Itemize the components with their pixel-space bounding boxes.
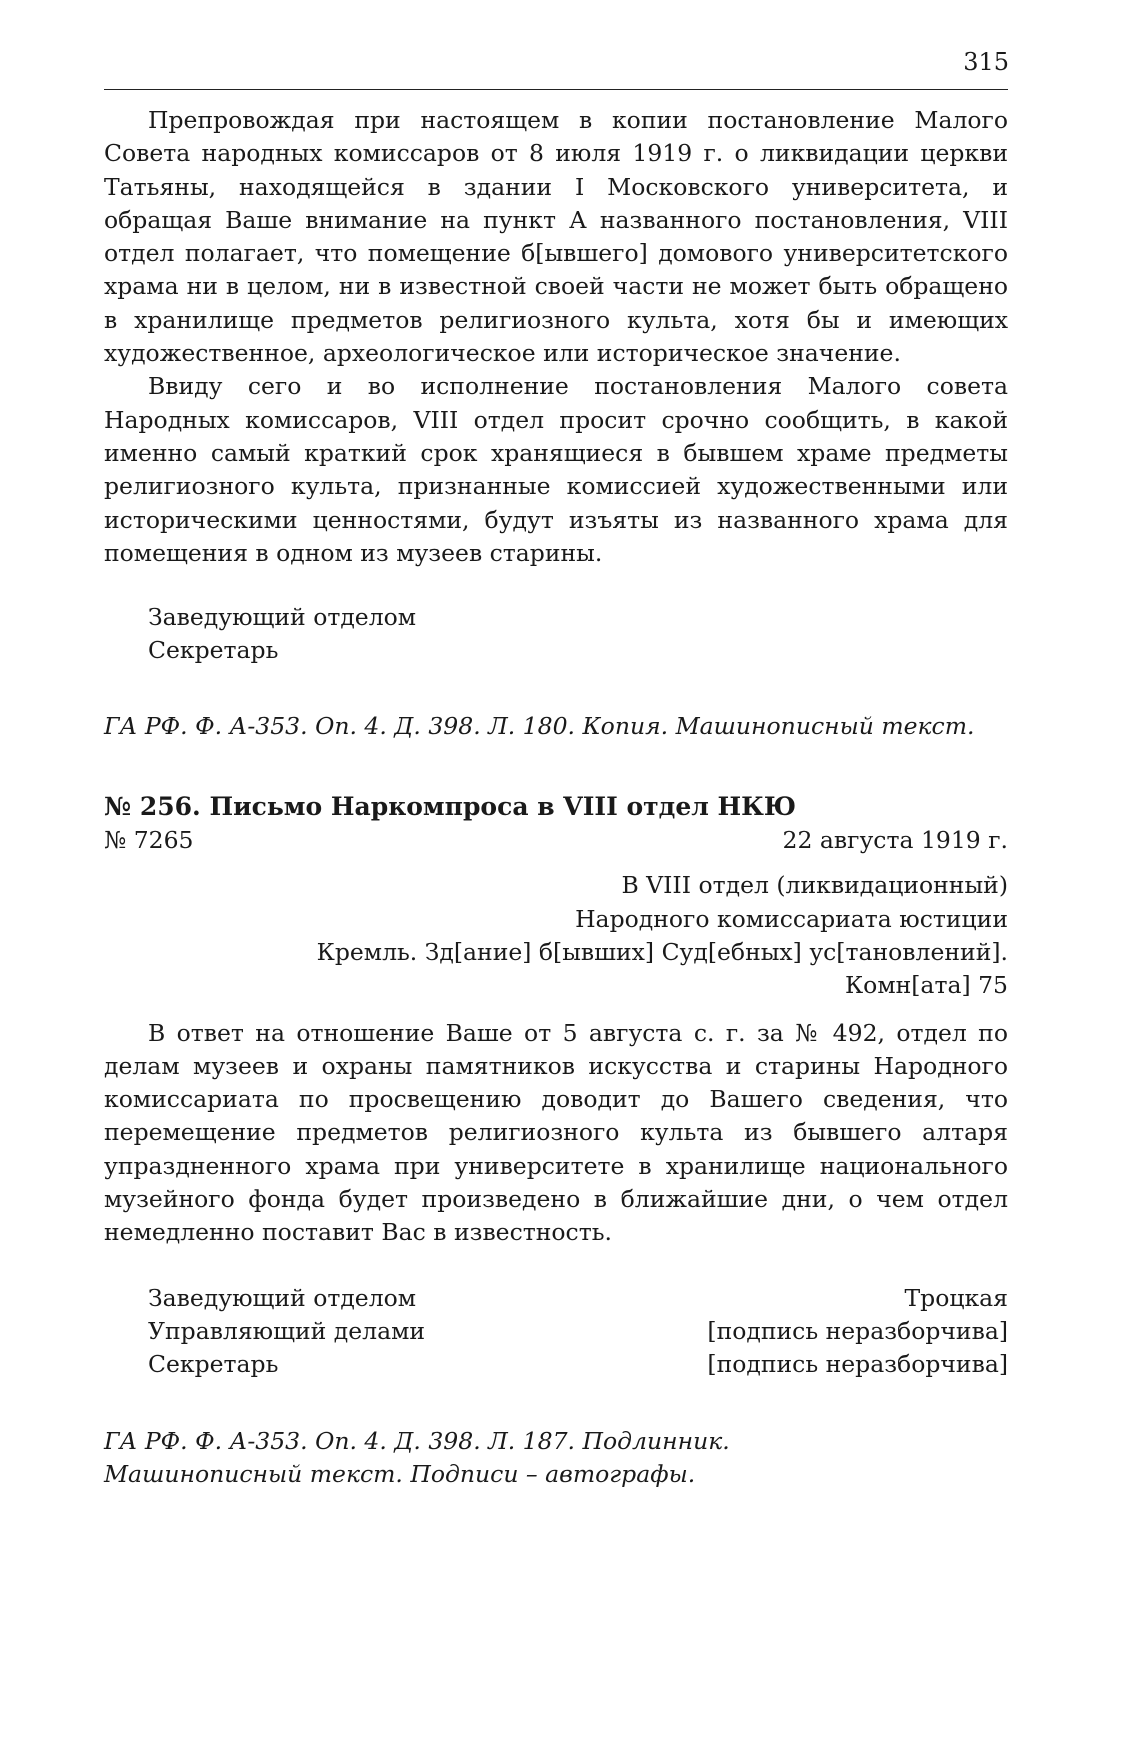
source-citation-line-2: Машинописный текст. Подписи – автографы. — [104, 1459, 696, 1488]
document-body-paragraph: В ответ на отношение Ваше от 5 августа с. г. за № 492, отдел по делам музеев и охраны памятников искусства и старины Народного комиссариата по просвещению доводит до Вашего сведения, что перемещение предметов религиозного культа из бывшего алтаря упраздненного храма при университете в хранилище национального музейного фонда будет произведено в ближайшие дни, о чем отдел немедленно поставит Вас в известность. — [104, 1018, 1008, 1247]
prev-doc-paragraph-2: Ввиду сего и во исполнение постановления Малого совета Народных комиссаров, VIII отдел просит срочно сообщить, в какой именно самый краткий срок хранящиеся в бывшем храме предметы религиозного культа, признанные комиссией художественными или историческими ценностями, будут изъяты из названного храма для помещения в одном из музеев старины. — [104, 372, 1008, 567]
source-citation-line-1: ГА РФ. Ф. А-353. Оп. 4. Д. 398. Л. 187. Подлинник. — [104, 1426, 730, 1455]
page-content — [104, 104, 1008, 1491]
signature-name: Троцкая — [904, 1283, 1008, 1312]
signature-row — [148, 1348, 1008, 1381]
header-rule — [104, 89, 1008, 90]
prev-doc-signature-block — [104, 601, 1008, 668]
document-source-citation — [104, 1425, 1008, 1492]
signature-row — [148, 1315, 1008, 1348]
page-number: 315 — [963, 48, 1009, 76]
signature-row — [148, 1282, 1008, 1315]
signature-role: Заведующий отделом — [148, 1283, 417, 1312]
document-date: 22 августа 1919 г. — [782, 826, 1008, 855]
signature-name: [подпись неразборчива] — [707, 1350, 1008, 1379]
document-meta-row — [104, 824, 1008, 857]
addressee-line-3: Кремль. Зд[ание] б[ывших] Суд[ебных] ус[тановлений]. — [316, 937, 1008, 966]
signature-role: Управляющий делами — [148, 1316, 426, 1345]
document-signature-block — [104, 1282, 1008, 1382]
prev-doc-source-citation: ГА РФ. Ф. А-353. Оп. 4. Д. 398. Л. 180. Копия. Машинописный текст. — [104, 711, 975, 740]
addressee-line-4: Комн[ата] 75 — [844, 971, 1008, 1000]
prev-doc-signature-head: Заведующий отделом — [148, 603, 417, 632]
prev-doc-signature-secretary: Секретарь — [148, 636, 279, 665]
addressee-line-2: Народного комиссариата юстиции — [575, 904, 1008, 933]
document-ref-number: № 7265 — [104, 826, 194, 855]
addressee-block — [104, 869, 1008, 1002]
addressee-line-1: В VIII отдел (ликвидационный) — [621, 871, 1008, 900]
signature-name: [подпись неразборчива] — [707, 1316, 1008, 1345]
document-title: № 256. Письмо Наркомпроса в VIII отдел НКЮ — [104, 792, 797, 822]
prev-doc-paragraph-1: Препровождая при настоящем в копии постановление Малого Совета народных комиссаров от 8 июля 1919 г. о ликвидации церкви Татьяны, находящейся в здании I Московского университета, и обращая Ваше внимание на пункт А названного постановления, VIII отдел полагает, что помещение б[ывшего] домового университетского храма ни в целом, ни в известной своей части не может быть обращено в хранилище предметов религиозного культа, хотя бы и имеющих художественное, археологическое или историческое значение. — [104, 106, 1008, 368]
signature-role: Секретарь — [148, 1350, 279, 1379]
